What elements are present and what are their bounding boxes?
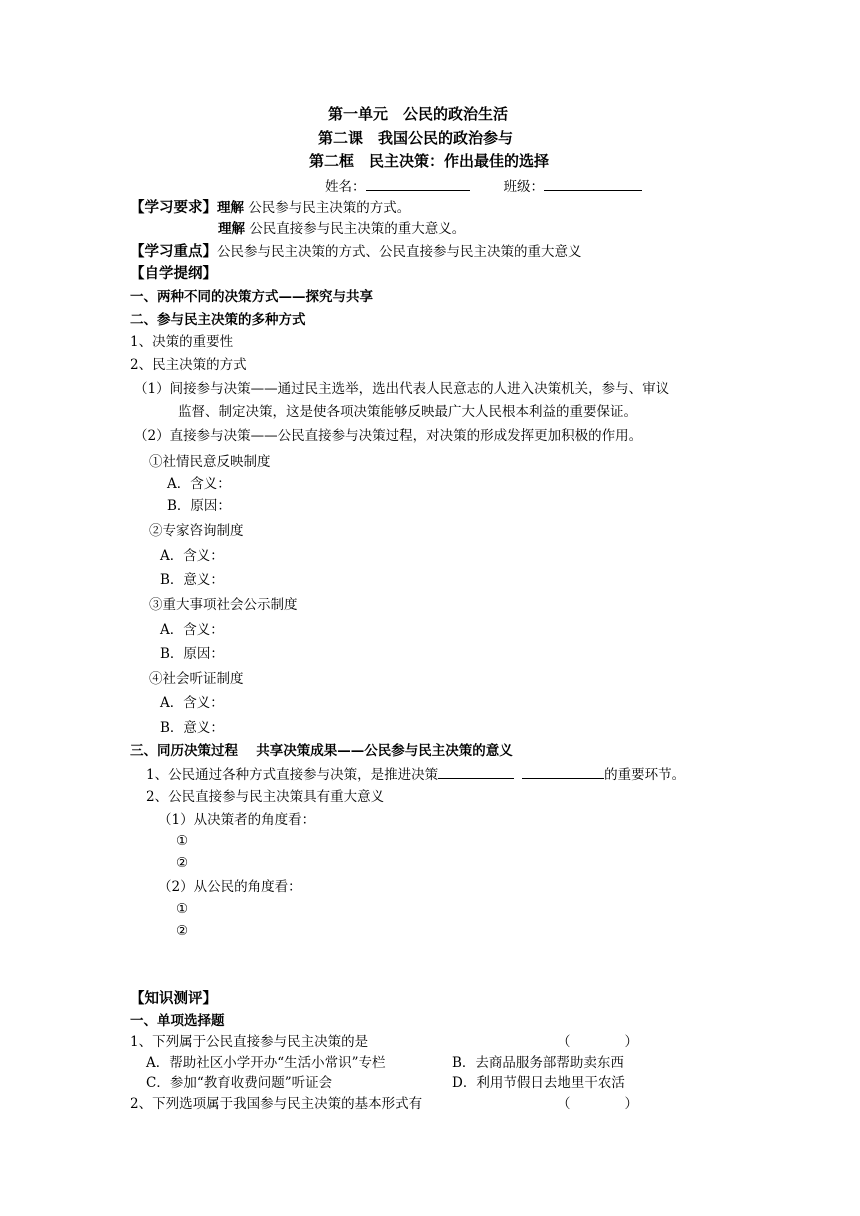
class-blank[interactable] xyxy=(544,176,642,191)
system-heading: ③重大事项社会公示制度 xyxy=(149,597,298,613)
answer-bracket[interactable]: （ ） xyxy=(557,1096,638,1112)
system-item: A．含义： xyxy=(160,548,224,564)
system-item: B．意义： xyxy=(160,720,224,736)
focus-label: 【学习重点】 xyxy=(130,244,217,260)
test-label: 【知识测评】 xyxy=(130,991,217,1007)
lesson-title: 第二课 我国公民的政治参与 xyxy=(318,129,514,147)
answer-bracket[interactable]: （ ） xyxy=(557,1034,638,1050)
answer-blank-1[interactable] xyxy=(438,764,514,779)
outline-section-2: 二、参与民主决策的多种方式 xyxy=(130,312,306,328)
name-class-row xyxy=(325,176,642,197)
outline-section-3: 三、同历决策过程 共享决策成果——公民参与民主决策的意义 xyxy=(130,743,513,759)
system-item: B．原因： xyxy=(167,498,231,514)
name-label: 姓名： xyxy=(325,179,366,195)
system-heading: ②专家咨询制度 xyxy=(149,523,244,539)
test-section: 一、单项选择题 xyxy=(130,1013,225,1029)
system-heading: ①社情民意反映制度 xyxy=(149,454,271,470)
significance-text: 的重要环节。 xyxy=(604,767,686,783)
answer-point: ① xyxy=(176,901,189,917)
system-item: A．含义： xyxy=(160,622,224,638)
system-heading: ④社会听证制度 xyxy=(149,671,244,687)
requirement-text: 公民直接参与民主决策的重大意义。 xyxy=(245,221,466,237)
unit-title: 第一单元 公民的政治生活 xyxy=(328,105,509,123)
outline-section-1: 一、两种不同的决策方式——探究与共享 xyxy=(130,289,373,305)
direct-participation-line: （2）直接参与决策——公民直接参与决策过程，对决策的形成发挥更加积极的作用。 xyxy=(134,428,643,444)
question-2: 2、下列选项属于我国参与民主决策的基本形式有 xyxy=(130,1096,423,1112)
requirements-line-1 xyxy=(130,198,410,218)
name-blank[interactable] xyxy=(366,176,470,191)
option-a[interactable]: A．帮助社区小学开办“生活小常识”专栏 xyxy=(146,1055,386,1071)
significance-line-1 xyxy=(146,764,685,785)
outline-label: 【自学提纲】 xyxy=(130,266,217,282)
option-d[interactable]: D．利用节假日去地里干农活 xyxy=(452,1075,625,1091)
system-item: A．含义： xyxy=(167,476,231,492)
answer-blank-2[interactable] xyxy=(522,764,604,779)
outline-item: 2、民主决策的方式 xyxy=(130,357,247,373)
focus-line xyxy=(130,242,582,262)
question-1: 1、下列属于公民直接参与民主决策的是 xyxy=(130,1034,369,1050)
answer-point: ② xyxy=(176,855,189,871)
requirement-text: 公民参与民主决策的方式。 xyxy=(244,200,411,216)
section-title: 第二框 民主决策：作出最佳的选择 xyxy=(309,152,550,170)
significance-text: 1、公民通过各种方式直接参与决策，是推进决策 xyxy=(146,767,439,783)
system-item: A．含义： xyxy=(160,695,224,711)
system-item: B．原因： xyxy=(160,646,224,662)
system-item: B．意义： xyxy=(160,572,224,588)
requirements-line-2 xyxy=(218,219,465,239)
option-b[interactable]: B．去商品服务部帮助卖东西 xyxy=(452,1055,624,1071)
answer-point: ① xyxy=(176,833,189,849)
decision-maker-view: （1）从决策者的角度看： xyxy=(158,812,316,828)
significance-line-2: 2、公民直接参与民主决策具有重大意义 xyxy=(146,789,385,805)
requirements-label: 【学习要求】 xyxy=(130,200,217,216)
indirect-participation-line-2: 监督、制定决策，这是使各项决策能够反映最广大人民根本利益的重要保证。 xyxy=(178,404,637,420)
citizen-view: （2）从公民的角度看： xyxy=(158,879,302,895)
option-c[interactable]: C．参加“教育收费问题”听证会 xyxy=(146,1075,333,1091)
indirect-participation-line-1: （1）间接参与决策——通过民主选举，选出代表人民意志的人进入决策机关，参与、审议 xyxy=(134,381,670,397)
focus-text: 公民参与民主决策的方式、公民直接参与民主决策的重大意义 xyxy=(217,244,582,260)
class-label: 班级： xyxy=(503,179,544,195)
answer-point: ② xyxy=(176,923,189,939)
requirement-key: 理解 xyxy=(217,200,244,216)
requirement-key: 理解 xyxy=(218,221,245,237)
outline-item: 1、决策的重要性 xyxy=(130,334,234,350)
